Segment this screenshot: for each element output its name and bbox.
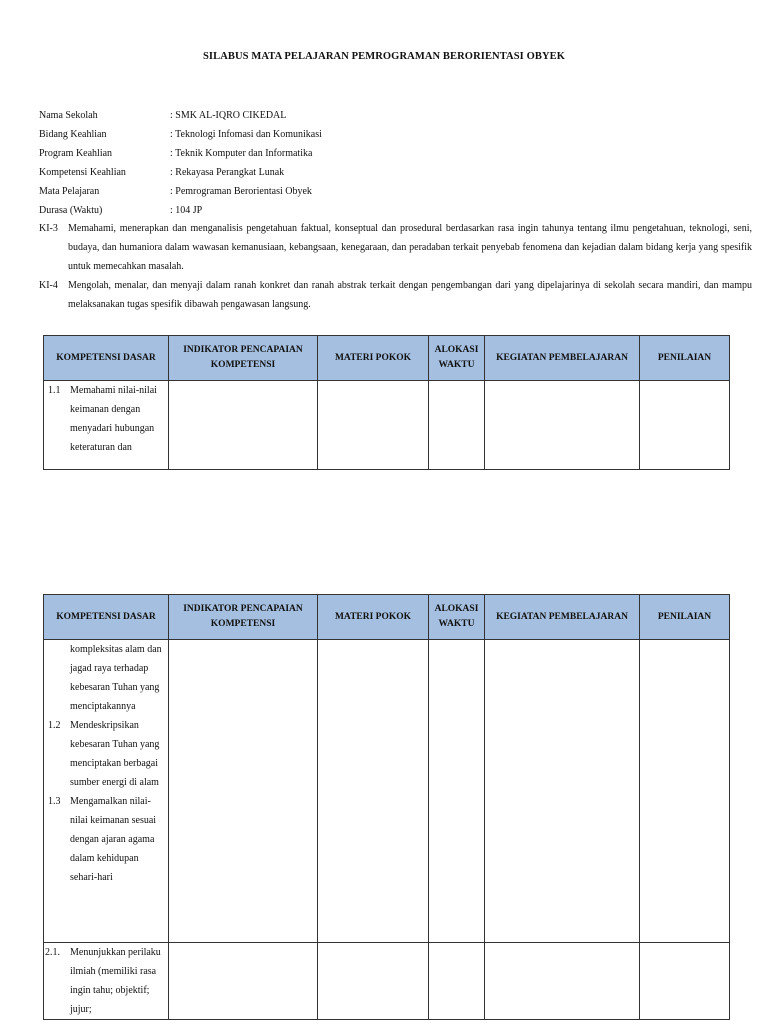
header-kompetensi-dasar: KOMPETENSI DASAR — [44, 595, 169, 640]
info-label: Program Keahlian — [39, 148, 113, 159]
info-value: : SMK AL-IQRO CIKEDAL — [170, 110, 287, 121]
header-penilaian: PENILAIAN — [640, 336, 730, 381]
info-label: Mata Pelajaran — [39, 186, 100, 197]
kd-text: Menunjukkan perilaku ilmiah (memiliki rasa ingin tahu; objektif; jujur; — [70, 947, 161, 1015]
alokasi-cell — [429, 943, 485, 1020]
ki-text: Memahami, menerapkan dan menganalisis pengetahuan faktual, konseptual dan prosedural berdasarkan rasa ingin tahunya tentang ilmu pengetahuan, teknologi, seni, budaya, dan humaniora dalam wawasan kemanusiaan, kebangsaan, kenegaraan, dan peradaban terkait penyebab fenomena dan kejadian dalam bidang kerja yang spesifik untuk memecahkan masalah. — [68, 223, 752, 272]
kd-number: 2.1. — [45, 947, 60, 958]
kd-item — [44, 716, 168, 792]
info-label: Bidang Keahlian — [39, 129, 107, 140]
header-penilaian: PENILAIAN — [640, 595, 730, 640]
info-row-competency — [39, 163, 322, 182]
penilaian-cell — [640, 640, 730, 943]
info-label: Durasa (Waktu) — [39, 205, 103, 216]
header-alokasi-waktu: ALOKASI WAKTU — [429, 336, 485, 381]
table-header-row — [44, 595, 730, 640]
header-alokasi-waktu: ALOKASI WAKTU — [429, 595, 485, 640]
kd-number: 1.3 — [48, 796, 61, 807]
alokasi-cell — [429, 381, 485, 470]
kegiatan-cell — [485, 943, 640, 1020]
kd-item — [44, 943, 168, 1019]
ki-3-paragraph — [39, 219, 752, 276]
indikator-cell — [169, 943, 318, 1020]
info-value: : Teknologi Infomasi dan Komunikasi — [170, 129, 322, 140]
kd-cell — [44, 943, 169, 1020]
kd-cell — [44, 640, 169, 943]
materi-cell — [318, 640, 429, 943]
kegiatan-cell — [485, 640, 640, 943]
kd-item — [44, 792, 168, 887]
document-title: SILABUS MATA PELAJARAN PEMROGRAMAN BERORIENTASI OBYEK — [202, 51, 566, 62]
kd-cell — [44, 381, 169, 470]
info-value: : Teknik Komputer dan Informatika — [170, 148, 313, 159]
penilaian-cell — [640, 943, 730, 1020]
info-row-school — [39, 106, 322, 125]
info-value: : Pemrograman Berorientasi Obyek — [170, 186, 312, 197]
syllabus-table-1 — [43, 335, 730, 470]
header-kompetensi-dasar: KOMPETENSI DASAR — [44, 336, 169, 381]
kegiatan-cell — [485, 381, 640, 470]
alokasi-cell — [429, 640, 485, 943]
kd-text: Memahami nilai-nilai keimanan dengan menyadari hubungan keteraturan dan — [70, 385, 157, 453]
header-materi-pokok: MATERI POKOK — [318, 595, 429, 640]
kd-number: 1.2 — [48, 720, 61, 731]
kd-text: Mendeskripsikan kebesaran Tuhan yang menciptakan berbagai sumber energi di alam — [70, 720, 160, 788]
info-row-subject — [39, 182, 322, 201]
table-row — [44, 943, 730, 1020]
school-info — [39, 106, 322, 220]
header-indikator: INDIKATOR PENCAPAIAN KOMPETENSI — [169, 336, 318, 381]
ki-code: KI-3 — [39, 223, 58, 234]
table-header-row — [44, 336, 730, 381]
kd-continued-text: kompleksitas alam dan jagad raya terhadap kebesaran Tuhan yang menciptakannya — [70, 644, 162, 712]
syllabus-table-2 — [43, 594, 730, 1020]
header-kegiatan: KEGIATAN PEMBELAJARAN — [485, 595, 640, 640]
info-value: : 104 JP — [170, 205, 203, 216]
ki-code: KI-4 — [39, 280, 58, 291]
ki-4-paragraph — [39, 276, 752, 314]
info-row-program — [39, 144, 322, 163]
header-indikator: INDIKATOR PENCAPAIAN KOMPETENSI — [169, 595, 318, 640]
materi-cell — [318, 943, 429, 1020]
kd-item — [44, 381, 168, 457]
indikator-cell — [169, 640, 318, 943]
info-value: : Rekayasa Perangkat Lunak — [170, 167, 285, 178]
header-materi-pokok: MATERI POKOK — [318, 336, 429, 381]
info-label: Kompetensi Keahlian — [39, 167, 126, 178]
kd-text: Mengamalkan nilai-nilai keimanan sesuai dengan ajaran agama dalam kehidupan sehari-hari — [70, 796, 157, 883]
table-row — [44, 381, 730, 470]
table-row — [44, 640, 730, 943]
info-row-duration — [39, 201, 322, 220]
info-row-field — [39, 125, 322, 144]
ki-text: Mengolah, menalar, dan menyaji dalam ranah konkret dan ranah abstrak terkait dengan pengembangan dari yang dipelajarinya di sekolah secara mandiri, dan mampu melaksanakan tugas spesifik dibawah pengawasan langsung. — [68, 280, 752, 310]
header-kegiatan: KEGIATAN PEMBELAJARAN — [485, 336, 640, 381]
materi-cell — [318, 381, 429, 470]
penilaian-cell — [640, 381, 730, 470]
indikator-cell — [169, 381, 318, 470]
info-label: Nama Sekolah — [39, 110, 98, 121]
kd-number: 1.1 — [48, 385, 61, 396]
